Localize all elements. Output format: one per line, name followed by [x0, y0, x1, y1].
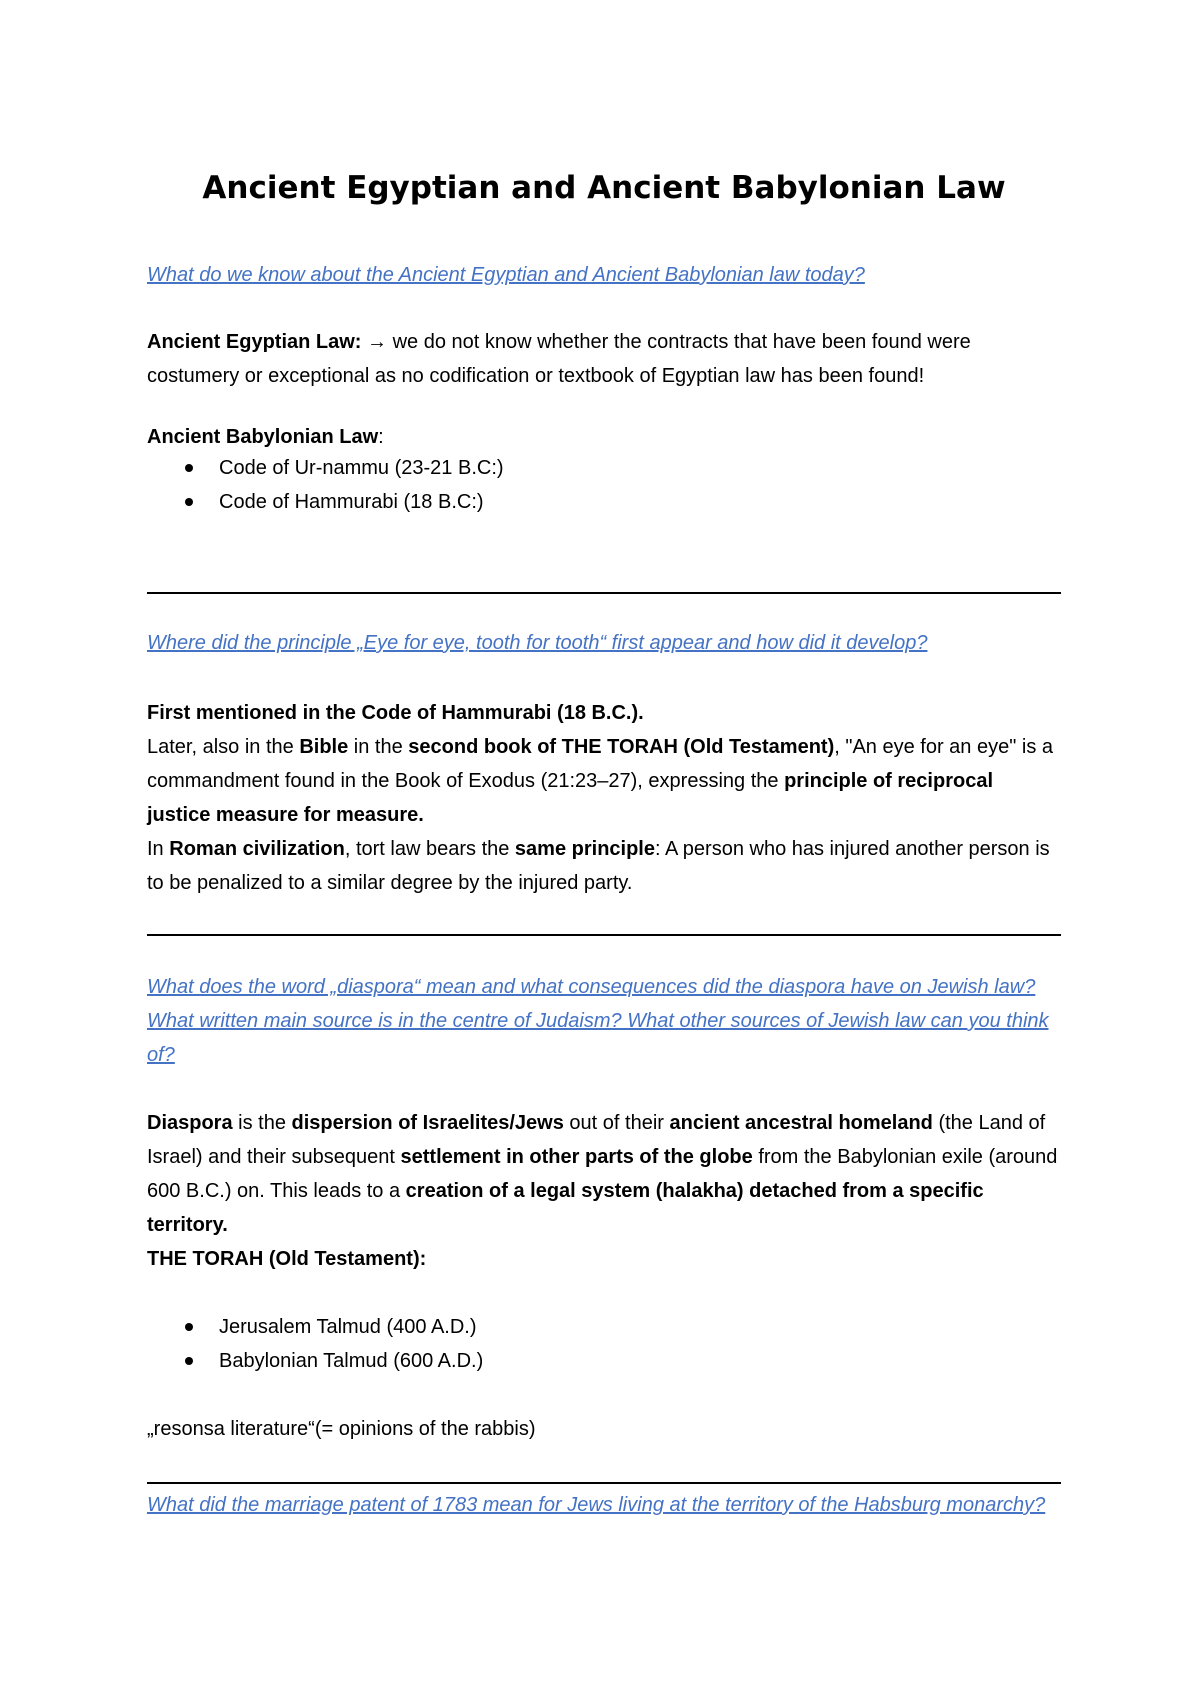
question-4: What did the marriage patent of 1783 mean for Jews living at the territory of the Habsburg monarchy?	[147, 1494, 1046, 1516]
egypt-paragraph	[147, 325, 1061, 393]
babylon-code-list	[147, 451, 504, 519]
diaspora-paragraph: Diaspora is the dispersion of Israelites/Jews out of their ancient ancestral homeland (the Land of Israel) and their subsequent settlement in other parts of the globe from the Babylonian exile (around 600 B.C.) on. This leads to a creation of a legal system (halakha) detached from a specific territory.	[147, 1112, 1058, 1236]
list-item: Jerusalem Talmud (400 A.D.)	[147, 1310, 483, 1344]
question-2: Where did the principle „Eye for eye, tooth for tooth“ first appear and how did it develop?	[147, 632, 928, 654]
egypt-text: → we do not know whether the contracts that have been found were costumery or exceptional as no codification or textbook of Egyptian law has been found!	[147, 331, 971, 387]
question-1: What do we know about the Ancient Egyptian and Ancient Babylonian law today?	[147, 264, 865, 286]
torah-heading: THE TORAH (Old Testament):	[147, 1248, 427, 1270]
bullet-icon	[185, 1357, 193, 1365]
section-divider	[147, 1482, 1061, 1484]
list-item: Code of Hammurabi (18 B.C:)	[147, 485, 504, 519]
hammurabi-line: First mentioned in the Code of Hammurabi (18 B.C.).	[147, 702, 644, 724]
resonsa-line: „resonsa literature“(= opinions of the rabbis)	[147, 1418, 536, 1440]
section-divider	[147, 934, 1061, 936]
bullet-icon	[185, 1323, 193, 1331]
egypt-label: Ancient Egyptian Law:	[147, 331, 362, 353]
document-title: Ancient Egyptian and Ancient Babylonian Law	[202, 170, 1006, 206]
babylon-label: Ancient Babylonian Law	[147, 426, 379, 448]
list-item: Code of Ur-nammu (23-21 B.C:)	[147, 451, 504, 485]
list-item: Babylonian Talmud (600 A.D.)	[147, 1344, 483, 1378]
bible-paragraph: Later, also in the Bible in the second book of THE TORAH (Old Testament), "An eye for an eye" is a commandment found in the Book of Exodus (21:23–27), expressing the principle of reciprocal justice measure for measure.	[147, 736, 1053, 826]
bullet-icon	[185, 464, 193, 472]
section-divider	[147, 592, 1061, 594]
babylon-heading: Ancient Babylonian Law:	[147, 426, 384, 448]
bullet-icon	[185, 498, 193, 506]
talmud-list	[147, 1310, 483, 1378]
roman-paragraph: In Roman civilization, tort law bears the same principle: A person who has injured another person is to be penalized to a similar degree by the injured party.	[147, 838, 1050, 894]
question-3: What does the word „diaspora“ mean and what consequences did the diaspora have on Jewish law? What written main source is in the centre of Judaism? What other sources of Jewish law can you think of?	[147, 976, 1049, 1066]
